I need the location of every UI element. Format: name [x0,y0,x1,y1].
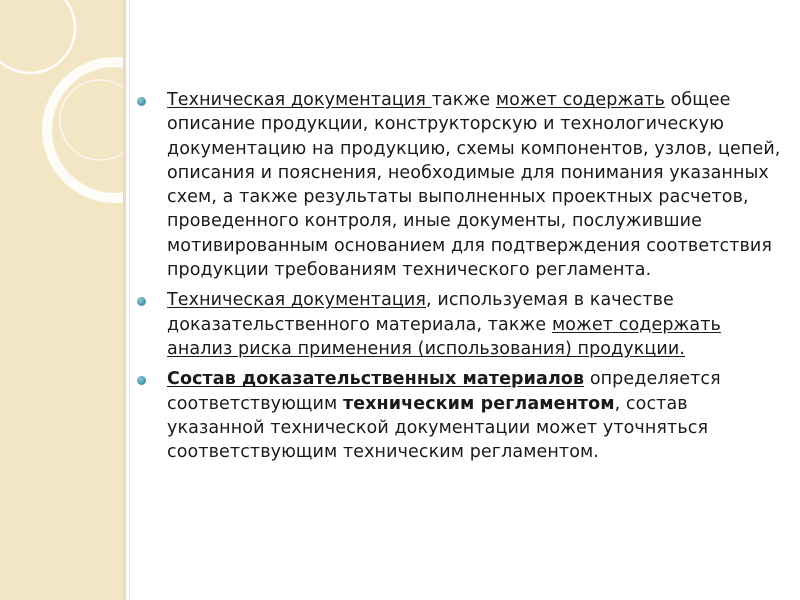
bullet-icon [137,97,146,106]
band-edge [123,0,126,600]
paragraph-technical-docs [136,88,786,282]
text-segment: Техническая документация [167,90,432,110]
slide-content [136,88,786,470]
text-segment: Состав доказательственных материалов [167,369,585,390]
decor-circle-top [0,0,75,73]
text-segment: общее описание продукции, конструкторскую и технологическую документацию на продукцию, схемы компонентов, узлов, цепей, описания и пояснения, необходимые для понимания указанных схем, а также результаты выполненных проектных расчетов, проведенного контроля, иные документы, послужившие мотивированным основанием для подтверждения соответствия продукции требованиям технического регламента. [167,90,781,281]
text-segment: Техническая документация [167,290,427,311]
paragraph-evidence-composition [136,367,786,464]
text-segment: определяется соответствующим [167,369,721,414]
text-segment: техническим регламентом [342,393,615,414]
text-segment: может содержать анализ риска применения (использования) продукции. [167,314,721,359]
decorative-side-band [0,0,123,600]
band-line [129,0,130,600]
text-segment: может содержать [495,90,665,110]
decorative-circles [0,0,123,600]
bullet-icon [137,297,146,306]
bullet-icon [137,376,146,385]
text-segment: , состав указанной технической документации может уточняться соответствующим техническим регламентом. [167,393,709,463]
text-segment: , используемая в качестве доказательственного материала, также [167,290,674,335]
text-segment: также [431,90,496,110]
paragraph-risk-analysis [136,288,786,361]
decor-circle-inner [60,80,123,160]
